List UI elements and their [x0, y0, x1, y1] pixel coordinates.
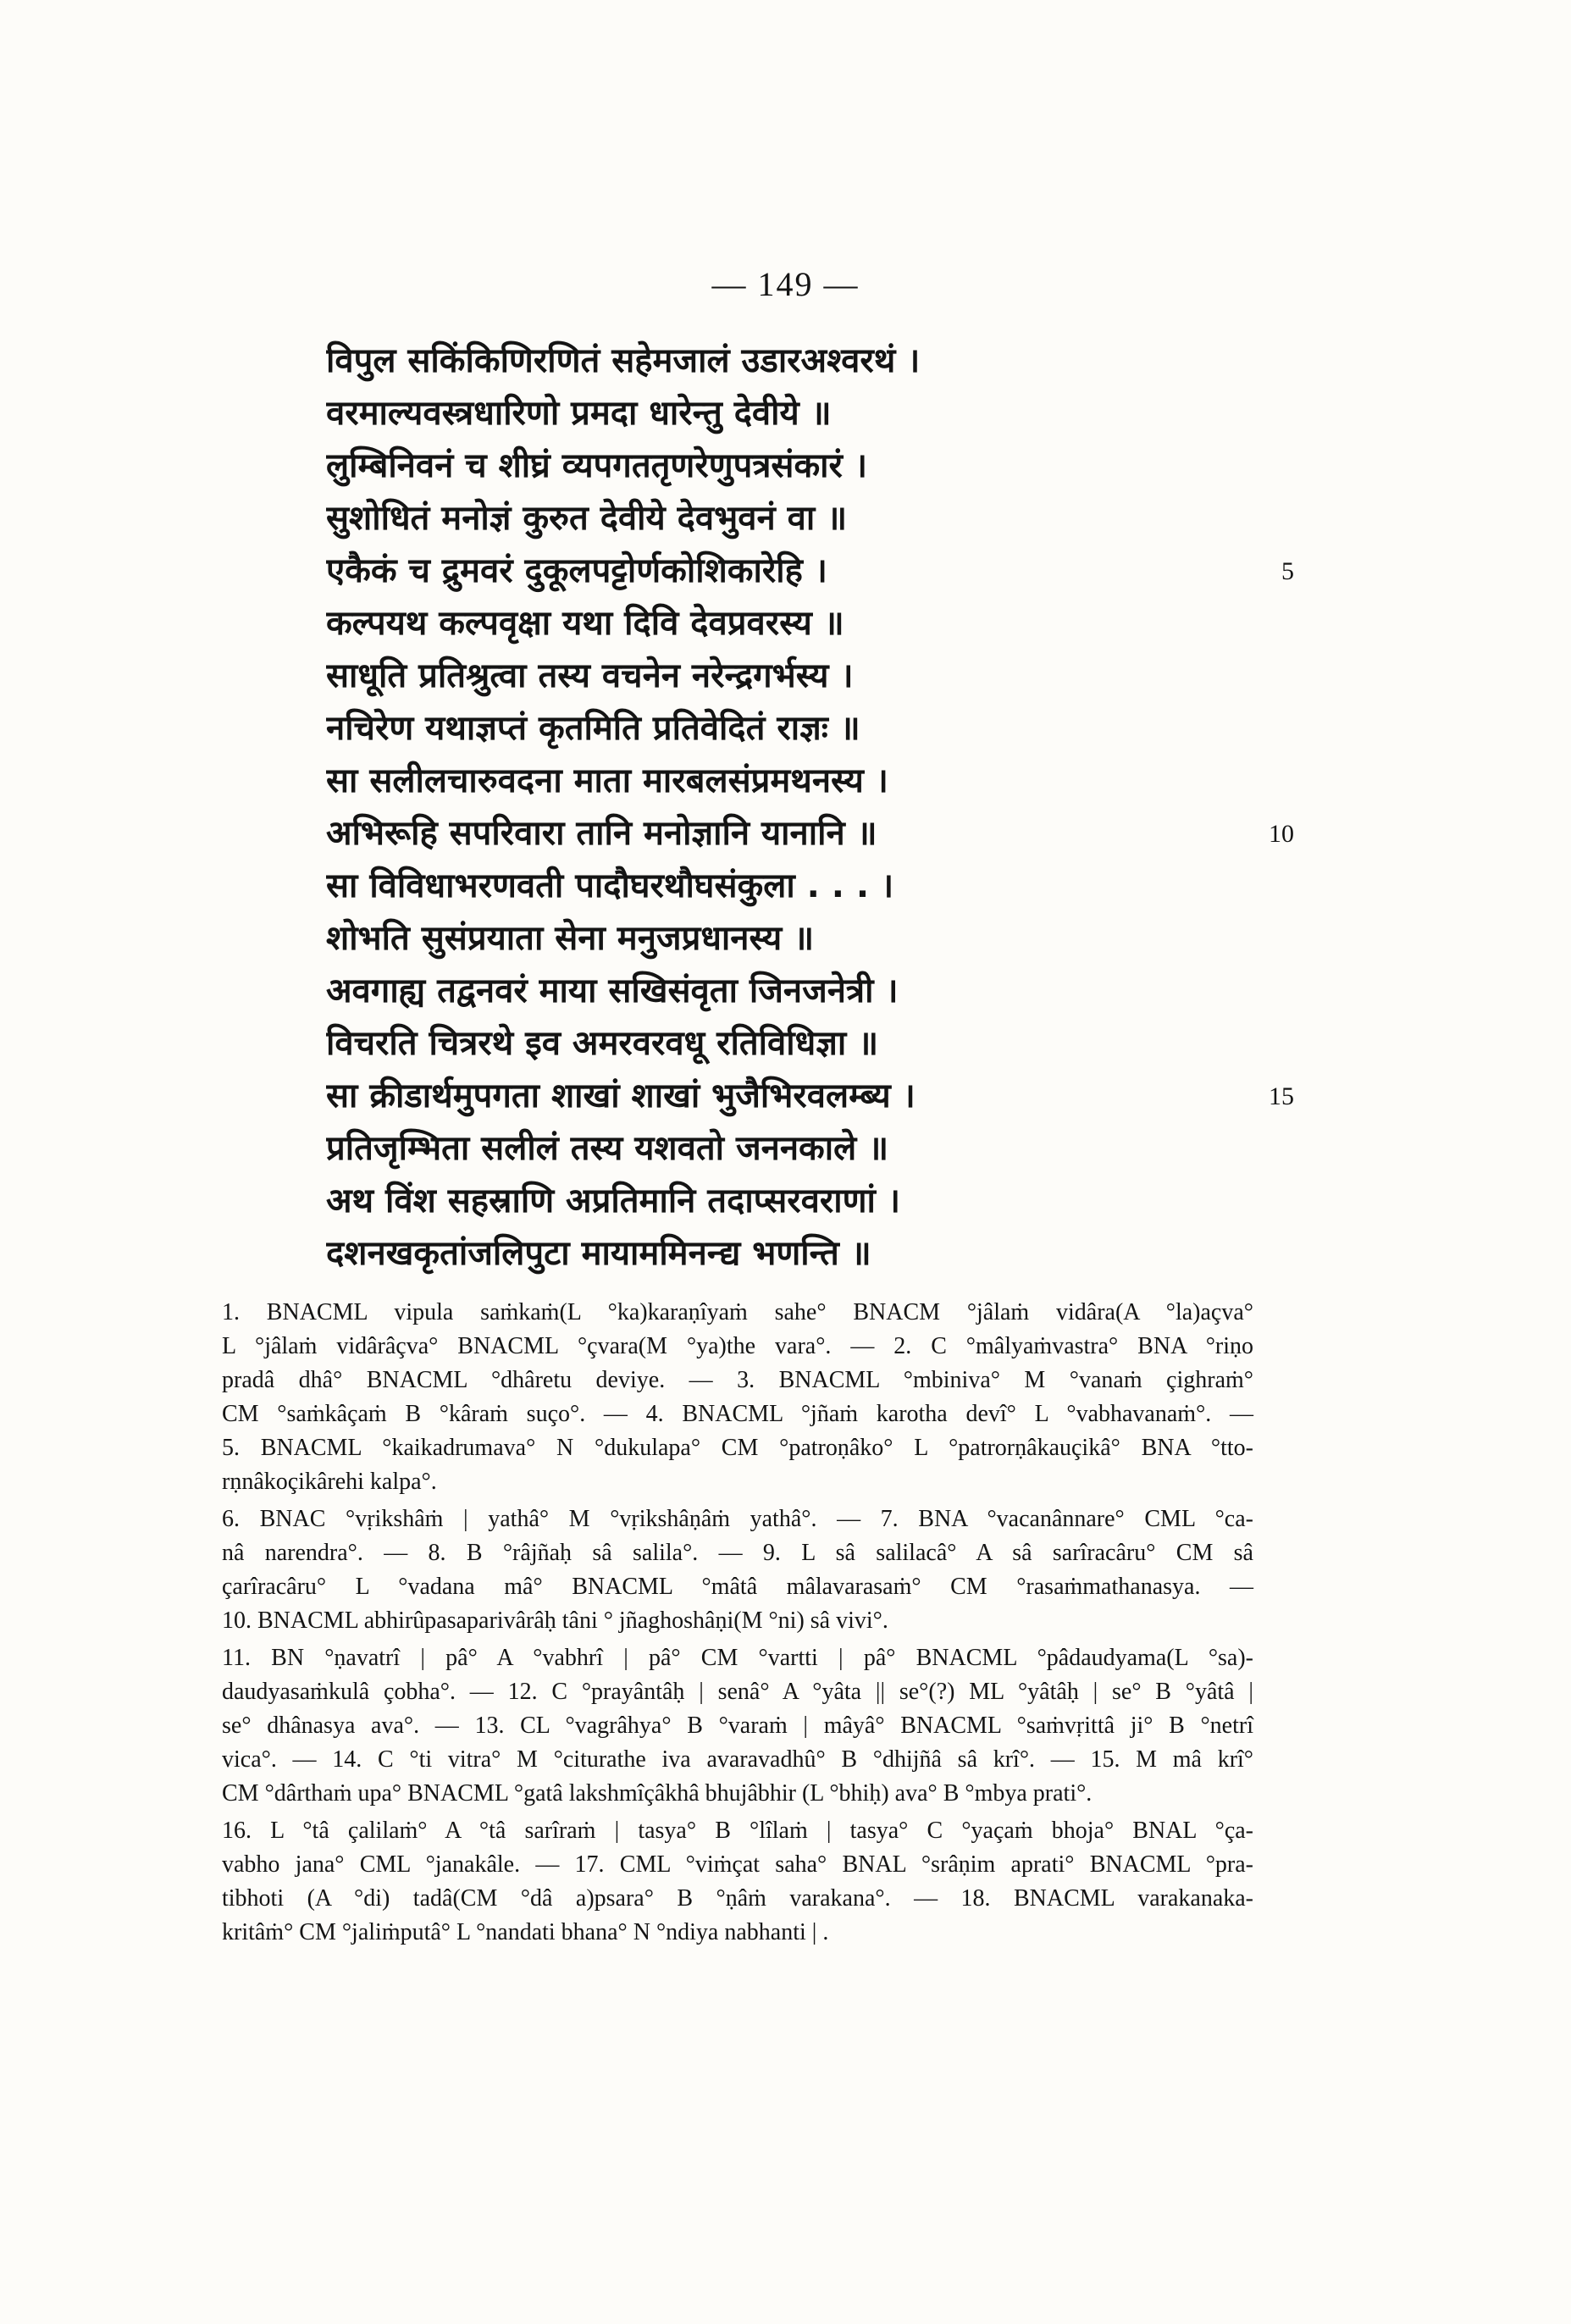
note-line: CM °dârthaṁ upa° BNACML °gatâ lakshmîçâkhâ bhujâbhir (L °bhiḥ) ava° B °mbya prati°. [222, 1780, 1093, 1807]
note-line: 11. BN °ṇavatrî | pâ° A °vabhrî | pâ° CM °vartti | pâ° BNACML °pâdaudyama(L °sa)- [222, 1645, 1253, 1671]
verse-line: सा सलीलचारुवदना माता मारबलसंप्रमथनस्य । [326, 761, 888, 800]
verse-line: विचरति चित्ररथे इव अमरवरवधू रतिविधिज्ञा ॥ [326, 1024, 879, 1063]
verse-line: सुशोधितं मनोज्ञं कुरुत देवीये देवभुवनं वा ॥ [326, 499, 848, 538]
note-line: pradâ dhâ° BNACML °dhâretu deviye. — 3. BNACML °mbiniva° M °vanaṁ çighraṁ° [222, 1367, 1253, 1393]
note-paragraph-16-18 [195, 1814, 1253, 1950]
note-line: 1. BNACML vipula saṁkaṁ(L °ka)karaṇîyaṁ sahe° BNACM °jâlaṁ vidâra(A °la)açva° [222, 1299, 1253, 1325]
verse-line: शोभति सुसंप्रयाता सेना मनुजप्रधानस्य ॥ [326, 919, 815, 958]
verse-block [326, 335, 1275, 1280]
verse-line: लुम्बिनिवनं च शीघ्रं व्यपगततृणरेणुपत्रसंकारं । [326, 446, 867, 485]
note-line: vica°. — 14. C °ti vitra° M °citurathe iva avaravadhû° B °dhijñâ sâ krî°. — 15. M mâ krî° [222, 1746, 1253, 1773]
verse-line: सा क्रीडार्थमुपगता शाखां शाखां भुजैभिरवलम्ब्य । [326, 1076, 915, 1115]
line-number-10: 10 [1269, 820, 1294, 848]
note-line: daudyasaṁkulâ çobha°. — 12. C °prayântâḥ | senâ° A °yâta || se°(?) ML °yâtâḥ | se° B °yâtâ | [222, 1679, 1253, 1705]
note-paragraph-1-5 [195, 1296, 1253, 1499]
note-line: 6. BNAC °vṛikshâṁ | yathâ° M °vṛikshâṇâṁ yathâ°. — 7. BNA °vacanânnare° CML °ca- [222, 1506, 1253, 1532]
verse-line: वरमाल्यवस्त्रधारिणो प्रमदा धारेन्तु देवीये ॥ [326, 394, 832, 433]
line-number-15: 15 [1269, 1082, 1294, 1110]
verse-line: एकैकं च द्रुमवरं दुकूलपट्टोर्णकोशिकारेहि । [326, 551, 827, 590]
line-number-5: 5 [1281, 557, 1294, 585]
note-line: rṇnâkoçikârehi kalpa°. [222, 1469, 437, 1495]
critical-apparatus [195, 1296, 1253, 1953]
note-line: kritâṁ° CM °jaliṁputâ° L °nandati bhana° N °ndiya nabhanti | . [222, 1919, 829, 1945]
note-paragraph-6-10 [195, 1502, 1253, 1638]
note-line: 10. BNACML abhirûpasaparivârâḥ tâni ° jñaghoshâṇi(M °ni) sâ vivi°. [222, 1607, 888, 1634]
note-line: 5. BNACML °kaikadrumava° N °dukulapa° CM °patroṇâko° L °patrorṇâkauçikâ° BNA °tto- [222, 1435, 1253, 1461]
verse-line: अथ विंश सहस्राणि अप्रतिमानि तदाप्सरवराणां । [326, 1181, 900, 1220]
verse-line: अभिरूहि सपरिवारा तानि मनोज्ञानि यानानि ॥ [326, 814, 877, 853]
verse-line: नचिरेण यथाज्ञप्तं कृतमिति प्रतिवेदितं राज्ञः ॥ [326, 709, 860, 748]
note-line: L °jâlaṁ vidârâçva° BNACML °çvara(M °ya)the vara°. — 2. C °mâlyaṁvastra° BNA °riṇo [222, 1333, 1253, 1359]
page-number: — 149 — [711, 265, 860, 303]
note-line: vabho jana° CML °janakâle. — 17. CML °viṁçat saha° BNAL °srâṇim aprati° BNACML °pra- [222, 1851, 1253, 1878]
verse-line: प्रतिजृम्भिता सलीलं तस्य यशवतो जननकाले ॥ [326, 1129, 889, 1168]
note-line: 16. L °tâ çalilaṁ° A °tâ sarîraṁ | tasya° B °lîlaṁ | tasya° C °yaçaṁ bhoja° BNAL °ça- [222, 1818, 1253, 1844]
note-line: CM °saṁkâçaṁ B °kâraṁ suço°. — 4. BNACML °jñaṁ karotha devî° L °vabhavanaṁ°. — [222, 1401, 1253, 1427]
note-paragraph-11-15 [195, 1641, 1253, 1811]
note-line: nâ narendra°. — 8. B °râjñaḥ sâ salila°. — 9. L sâ salilacâ° A sâ sarîracâru° CM sâ [222, 1540, 1253, 1566]
note-line: çarîracâru° L °vadana mâ° BNACML °mâtâ mâlavarasaṁ° CM °rasaṁmathanasya. — [222, 1574, 1253, 1600]
note-line: se° dhânasya ava°. — 13. CL °vagrâhya° B °varaṁ | mâyâ° BNACML °saṁvṛittâ ji° B °netrî [222, 1713, 1253, 1739]
verse-line: विपुल सकिंकिणिरणितं सहेमजालं उडारअश्वरथं । [326, 341, 921, 380]
note-line: tibhoti (A °di) tadâ(CM °dâ a)psara° B °ṇâṁ varakana°. — 18. BNACML varakanaka- [222, 1885, 1253, 1912]
verse-line: कल्पयथ कल्पवृक्षा यथा दिवि देवप्रवरस्य ॥ [326, 604, 844, 643]
verse-line: दशनखकृतांजलिपुटा मायाममिनन्द्य भणन्ति ॥ [326, 1234, 871, 1273]
verse-line: सा विविधाभरणवती पादौघरथौघसंकुला . . . । [326, 866, 894, 905]
verse-line: अवगाह्य तद्वनवरं माया सखिसंवृता जिनजनेत्री । [326, 971, 899, 1010]
verse-line: साधूति प्रतिश्रुत्वा तस्य वचनेन नरेन्द्रगर्भस्य । [326, 656, 854, 695]
